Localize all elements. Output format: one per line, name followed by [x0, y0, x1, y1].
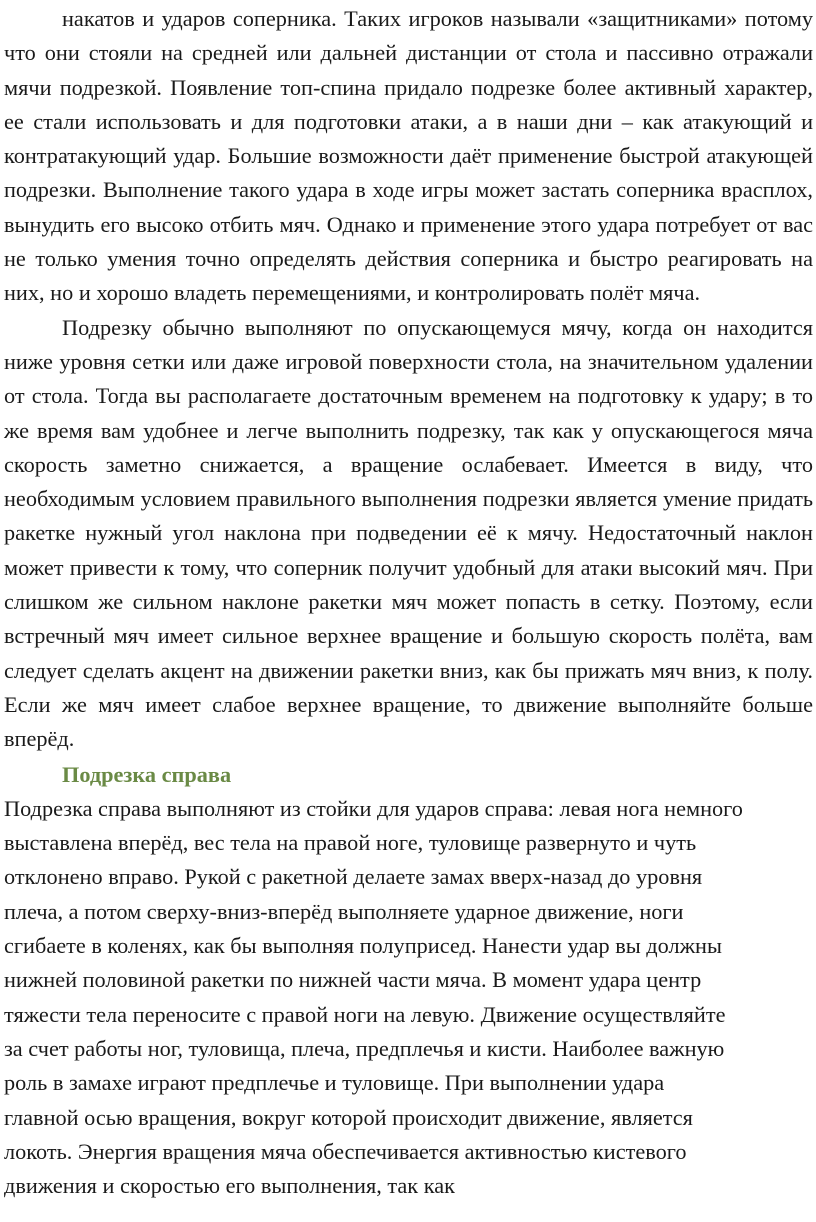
section-line: локоть. Энергия вращения мяча обеспечивается активностью кистевого	[4, 1138, 687, 1164]
paragraph-undercut-technique: Подрезку обычно выполняют по опускающемуся мячу, когда он находится ниже уровня сетки или даже игровой поверхности стола, на значительном удалении от стола. Тогда вы располагаете достаточным временем на подготовку к удару; в то же время вам удобнее и легче выполнить подрезку, так как у опускающегося мяча скорость заметно снижается, а вращение ослабевает. Имеется в виду, что необходимым условием правильного выполнения подрезки является умение придать ракетке нужный угол наклона при подведении её к мячу. Недостаточный наклон может привести к тому, что соперник получит удобный для атаки высокий мяч. При слишком же сильном наклоне ракетки мяч может попасть в сетку. Поэтому, если встречный мяч имеет сильное верхнее вращение и большую скорость полёта, вам следует сделать акцент на движении ракетки вниз, как бы прижать мяч вниз, к полу. Если же мяч имеет слабое верхнее вращение, то движение выполняйте больше вперёд.	[4, 314, 813, 752]
section-line: движения и скоростью его выполнения, так как	[4, 1173, 455, 1199]
section-body	[4, 792, 813, 1204]
section-line: плеча, а потом сверху-вниз-вперёд выполняете ударное движение, ноги	[4, 898, 684, 924]
paragraph-continuation: накатов и ударов соперника. Таких игроков называли «защитниками» потому что они стояли на средней или дальней дистанции от стола и пассивно отражали мячи подрезкой. Появление топ-спина придало подрезке более активный характер, ее стали использовать и для подготовки атаки, а в наши дни – как атакующий и контратакующий удар. Большие возможности даёт применение быстрой атакующей подрезки. Выполнение такого удара в ходе игры может застать соперника врасплох, вынудить его высоко отбить мяч. Однако и применение этого удара потребует от вас не только умения точно определять действия соперника и быстро реагировать на них, но и хорошо владеть перемещениями, и контролировать полёт мяча.	[4, 6, 813, 306]
section-line: за счет работы ног, туловища, плеча, предплечья и кисти. Наиболее важную	[4, 1035, 725, 1061]
section-line: роль в замахе играют предплечье и туловище. При выполнении удара	[4, 1070, 665, 1096]
section-heading: Подрезка справа	[62, 761, 232, 787]
section-line: нижней половиной ракетки по нижней части мяча. В момент удара центр	[4, 967, 702, 993]
section-line: выставлена вперёд, вес тела на правой ноге, туловище развернуто и чуть	[4, 830, 697, 856]
section-line: отклонено вправо. Рукой с ракетной делаете замах вверх-назад до уровня	[4, 864, 703, 890]
section-line: тяжести тела переносите с правой ноги на левую. Движение осуществляйте	[4, 1001, 726, 1027]
section-line: Подрезка справа выполняют из стойки для ударов справа: левая нога немного	[4, 795, 743, 821]
section-line: главной осью вращения, вокруг которой происходит движение, является	[4, 1104, 693, 1130]
section-line: сгибаете в коленях, как бы выполняя полуприсед. Нанести удар вы должны	[4, 933, 722, 959]
